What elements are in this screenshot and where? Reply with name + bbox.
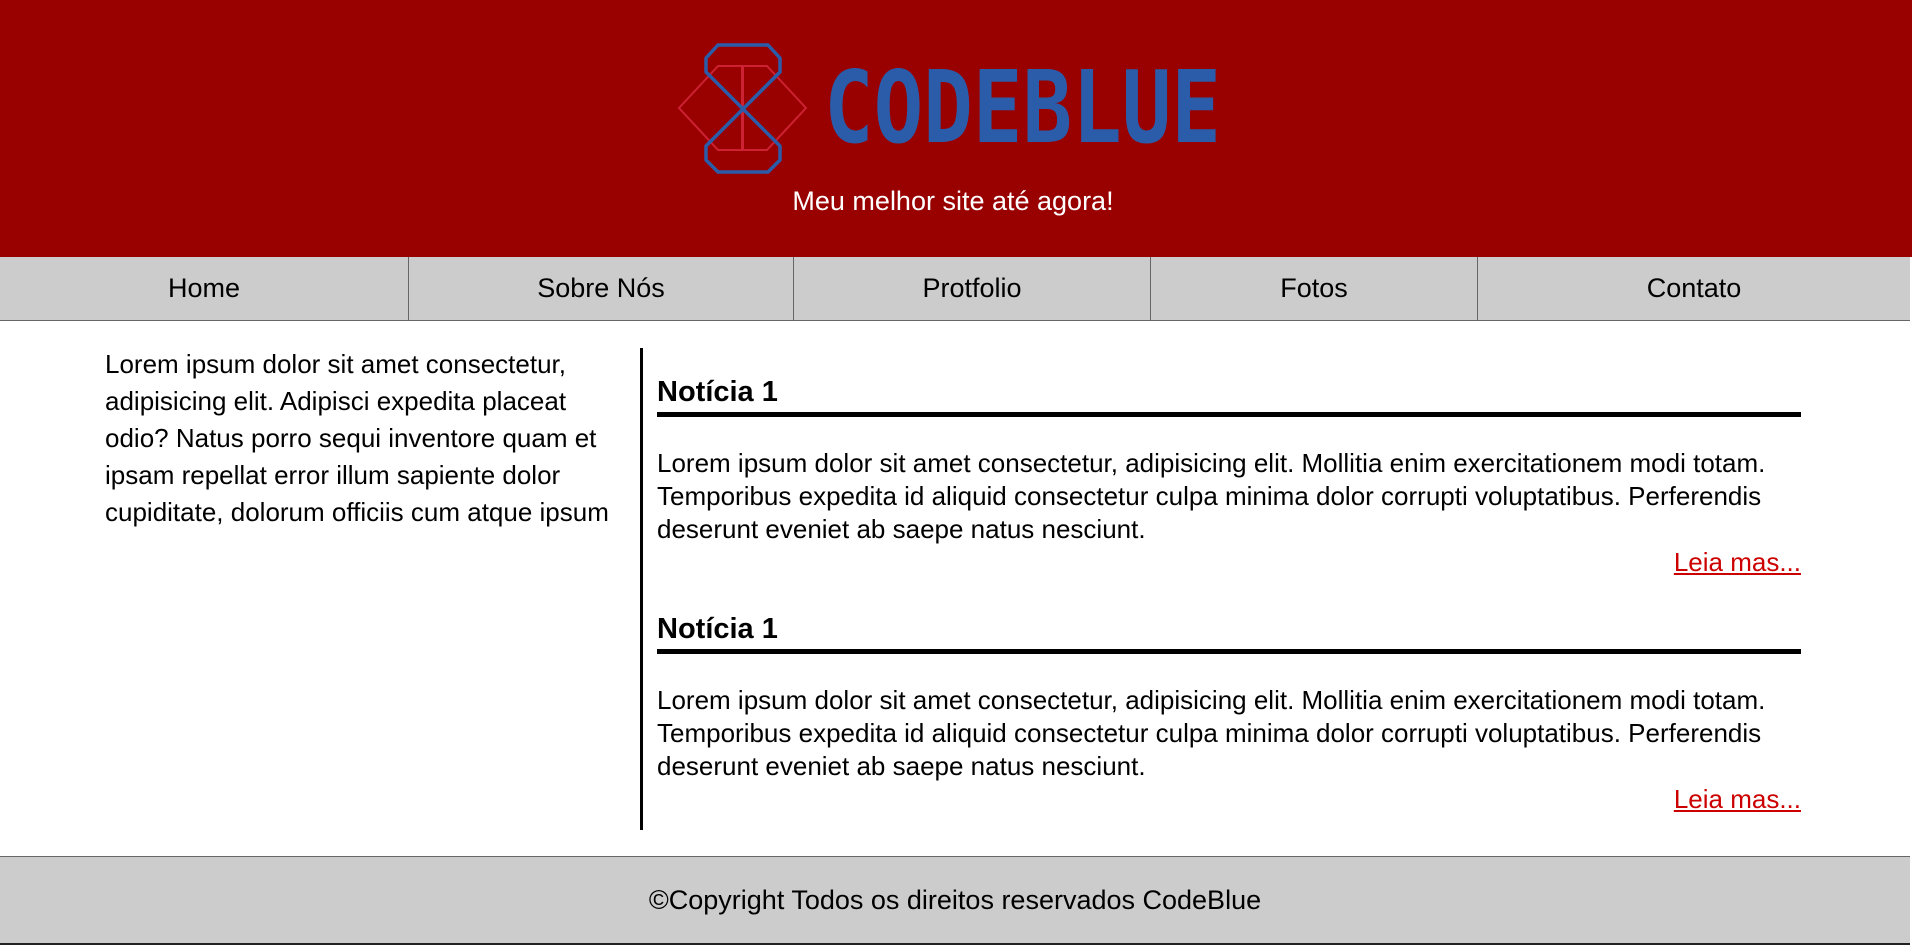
site-logo[interactable] bbox=[678, 40, 1228, 180]
site-footer bbox=[0, 856, 1910, 945]
news-article bbox=[657, 372, 1801, 579]
sidebar-text: Lorem ipsum dolor sit amet consectetur, adipisicing elit. Adipisci expedita placeat odio? Natus porro sequi inventore quam et ipsam repellat error illum sapiente dolor cupiditate, dolorum officiis cum atque ipsum bbox=[105, 349, 609, 527]
nav-item-sobre-nos[interactable]: Sobre Nós bbox=[408, 257, 793, 320]
article-title: Notícia 1 bbox=[657, 372, 1801, 417]
read-more-link[interactable]: Leia mas... bbox=[1673, 784, 1801, 814]
article-title: Notícia 1 bbox=[657, 609, 1801, 654]
main-nav bbox=[0, 257, 1910, 321]
codeblue-logo-icon bbox=[678, 40, 1228, 180]
nav-item-fotos[interactable]: Fotos bbox=[1150, 257, 1477, 320]
site-tagline: Meu melhor site até agora! bbox=[792, 186, 1114, 216]
nav-item-portfolio[interactable]: Protfolio bbox=[793, 257, 1150, 320]
news-article bbox=[657, 609, 1801, 816]
column-divider bbox=[640, 348, 643, 830]
article-body: Lorem ipsum dolor sit amet consectetur, adipisicing elit. Mollitia enim exercitationem modi totam. Temporibus expedita id aliquid consectetur culpa minima dolor corrupti voluptatibus. Perferendis deserunt eveniet ab saepe natus nesciunt. bbox=[657, 448, 1766, 544]
logo-wordmark: CODEBLUE bbox=[824, 49, 1221, 166]
nav-item-home[interactable]: Home bbox=[167, 273, 241, 303]
nav-item-contato[interactable]: Contato bbox=[1477, 257, 1910, 320]
site-header bbox=[0, 0, 1912, 257]
article-body: Lorem ipsum dolor sit amet consectetur, adipisicing elit. Mollitia enim exercitationem modi totam. Temporibus expedita id aliquid consectetur culpa minima dolor corrupti voluptatibus. Perferendis deserunt eveniet ab saepe natus nesciunt. bbox=[657, 685, 1766, 781]
copyright-text: ©Copyright Todos os direitos reservados CodeBlue bbox=[648, 884, 1262, 915]
news-list bbox=[657, 372, 1801, 816]
read-more-link[interactable]: Leia mas... bbox=[1673, 547, 1801, 577]
